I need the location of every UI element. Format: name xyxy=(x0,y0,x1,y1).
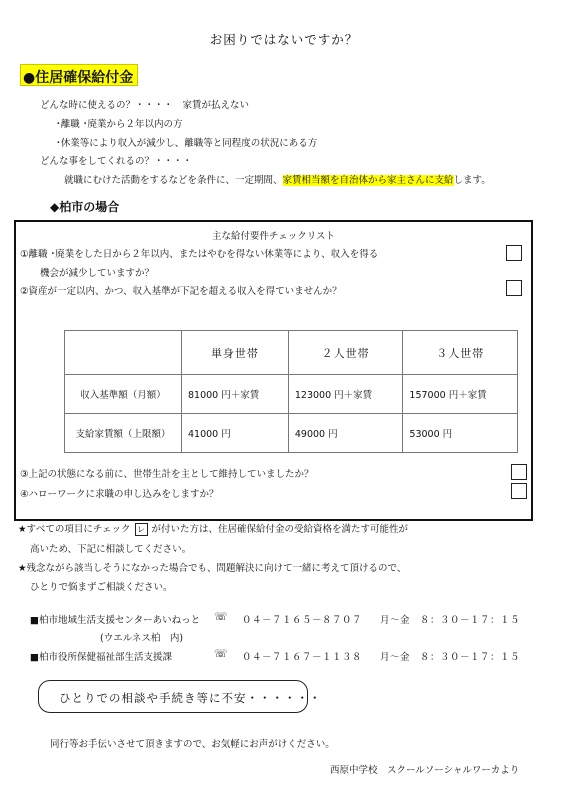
table-cell: 157000 円＋家賃 xyxy=(403,375,518,414)
note-2-line1: ★残念ながら該当しそうになかった場合でも、問題解決に向けて一緒に考えて頂けるので、 xyxy=(18,563,407,574)
question-what: どんな事をしてくれるの？・・・・ xyxy=(40,156,193,167)
section-title: ●住居確保給付金 xyxy=(20,64,138,86)
table-header-cell: ２人世帯 xyxy=(288,331,403,375)
contact-2-hours: 月～金 ８：３０－１７：１５ xyxy=(380,652,521,663)
table-row-label: 収入基準額（月額） xyxy=(65,375,182,414)
checklist-item-3: ③上記の状態になる前に、世帯生計を主として維持していましたか？ xyxy=(20,469,314,480)
checkbox-item-4[interactable] xyxy=(511,483,527,499)
checklist-item-2: ②資産が一定以内、かつ、収入基準が下記を超える収入を得ていませんか？ xyxy=(20,286,342,297)
concern-bubble: ひとりでの相談や手続き等に不安・・・・・・ xyxy=(38,680,308,713)
income-table xyxy=(64,330,518,453)
table-cell: 41000 円 xyxy=(182,414,289,453)
table-cell: 49000 円 xyxy=(288,414,403,453)
table-row xyxy=(65,375,518,414)
question-when: どんな時に使えるの？・・・・ 家賃が払えない xyxy=(40,100,250,111)
note-1-suffix: が付いた方は、住居確保給付金の受給資格を満たす可能性が xyxy=(151,524,409,535)
checklist-item-1-line1: ①離職 ･廃業をした日から２年以内、またはやむを得ない休業等により、収入を得る xyxy=(20,249,379,260)
table-header-row xyxy=(65,331,518,375)
note-1-prefix: ★すべての項目にチェック xyxy=(18,524,131,535)
note-1-line1 xyxy=(18,521,408,536)
table-cell: 123000 円＋家賃 xyxy=(288,375,403,414)
contact-1-name: ■柏市地域生活支援センターあいねっと xyxy=(30,615,201,626)
checklist-item-4: ④ハローワークに求職の申し込みをしますか？ xyxy=(20,489,219,500)
description-suffix: します。 xyxy=(453,175,491,186)
note-2-line2: ひとりで悩まずご相談ください。 xyxy=(30,582,173,593)
telephone-icon: ☏ xyxy=(214,647,228,660)
checklist-title: 主な給付要件チェックリスト xyxy=(211,231,336,242)
closing-text: 同行等お手伝いさせて頂きますので、お気軽にお声がけください。 xyxy=(50,739,335,750)
inline-check-icon: レ xyxy=(135,523,148,536)
contact-1-phone: ０４－７１６５－８７０７ xyxy=(242,615,363,626)
footer-credit: 西原中学校 スクールソーシャルワーカより xyxy=(330,765,520,776)
condition-1: ･離職 ･廃業から２年以内の方 xyxy=(56,119,183,130)
table-header-cell xyxy=(65,331,182,375)
table-header-cell: ３人世帯 xyxy=(403,331,518,375)
checklist-item-1-line2: 機会が減少していますか？ xyxy=(40,268,155,279)
contact-2-name: ■柏市役所保健福祉部生活支援課 xyxy=(30,652,172,663)
table-row xyxy=(65,414,518,453)
contact-1-sub: (ウエルネス柏 内) xyxy=(100,633,184,644)
contact-2-phone: ０４－７１６７－１１３８ xyxy=(242,652,363,663)
kashiwa-subheading: ◆柏市の場合 xyxy=(50,200,120,214)
condition-2: ･休業等により収入が減少し、離職等と同程度の状況にある方 xyxy=(56,138,318,149)
note-1-line2: 高いため、下記に相談してください。 xyxy=(30,544,192,555)
checkbox-item-3[interactable] xyxy=(511,464,527,480)
telephone-icon: ☏ xyxy=(214,610,228,623)
table-row-label: 支給家賃額（上限額） xyxy=(65,414,182,453)
description xyxy=(64,172,491,186)
checkbox-item-1[interactable] xyxy=(506,245,522,261)
table-header-cell: 単身世帯 xyxy=(182,331,289,375)
checkbox-item-2[interactable] xyxy=(506,280,522,296)
contact-1-hours: 月～金 ８：３０－１７：１５ xyxy=(380,615,521,626)
table-cell: 53000 円 xyxy=(403,414,518,453)
description-highlight: 家賃相当額を自治体から家主さんに支給 xyxy=(282,175,454,186)
table-cell: 81000 円＋家賃 xyxy=(182,375,289,414)
page-title: お困りではないですか？ xyxy=(209,32,359,47)
description-prefix: 就職にむけた活動をするなどを条件に、一定期間、 xyxy=(64,175,283,186)
